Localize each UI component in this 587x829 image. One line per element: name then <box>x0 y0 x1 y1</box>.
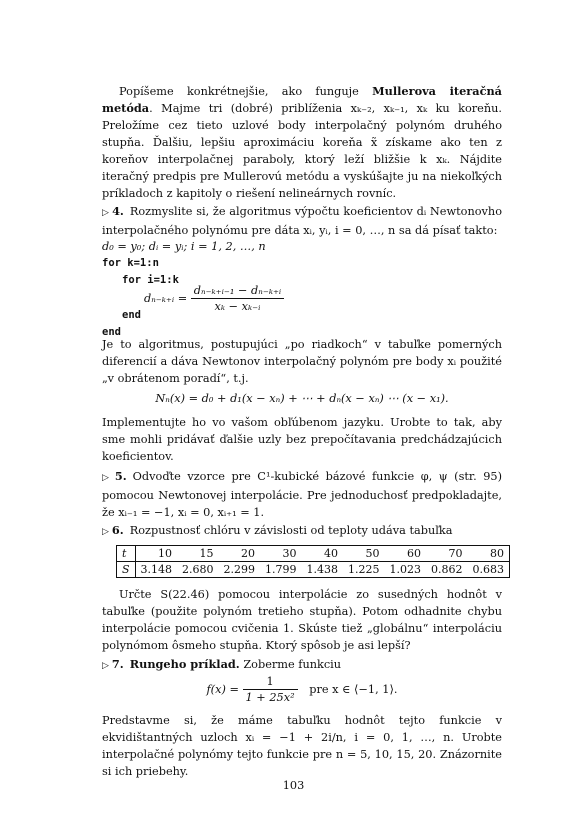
table-cell: 0.683 <box>468 562 510 578</box>
intro-lead: Popíšeme konkrétnejšie, ako funguje <box>119 85 373 98</box>
exercise-5-statement <box>102 468 502 521</box>
table-cell: 80 <box>468 546 510 562</box>
intro-rest: . Majme tri (dobré) priblíženia xₖ₋₂, xₖ₋₁, xₖ ku koreňu. Preložíme cez tieto uzlové body interpolačný polynóm druhého stupňa. Ďalšiu, lepšiu aproximáciu koreňa x̃ získame ako ten z koreňov interpolačnej paraboly, ktorý leží bližšie k xₖ. Nájdite iteračný predpis pre Mullerovú metódu a vyskúšajte ju na niekoľkých príkladoch z kapitoly o riešení nelineárnych rovníc. <box>102 102 502 200</box>
exercise-7-text: Zoberme funkciu <box>243 658 342 671</box>
function-lhs: f(x) = <box>206 683 239 696</box>
table-label-t: t <box>117 546 136 562</box>
table-cell: 1.023 <box>385 562 427 578</box>
function-fraction <box>243 674 298 705</box>
intro-method-name: Mullerova iteračná metóda <box>102 84 502 115</box>
table-row-temperature <box>117 546 510 562</box>
code-for-i: for i=1:k <box>122 274 179 286</box>
exercise-6-statement <box>102 522 502 541</box>
table-cell: 20 <box>219 546 261 562</box>
exercise-4-statement <box>102 203 502 239</box>
code-end-inner: end <box>122 309 141 321</box>
chlorine-table-wrap <box>116 545 505 578</box>
function-domain: pre x ∈ ⟨−1, 1⟩. <box>309 683 398 696</box>
page-number: 103 <box>282 779 305 792</box>
exercise-4-text: Rozmyslite si, že algoritmus výpočtu koeficientov dᵢ Newtonovho interpolačného polynómu pre dáta xᵢ, yᵢ, i = 0, …, n sa dá písať takto: <box>102 205 502 237</box>
runge-function <box>102 674 502 710</box>
exercise-4-implementation: Implementujte ho vo vašom obľúbenom jazyku. Urobte to tak, aby sme mohli pridávať ďalšie uzly bez prepočítavania predchádzajúcich koeficientov. <box>102 416 502 463</box>
table-cell: 60 <box>385 546 427 562</box>
exercise-7-title: Rungeho príklad. <box>129 657 240 671</box>
code-end-outer: end <box>102 326 121 338</box>
algorithm-code <box>102 238 502 341</box>
table-cell: 1.225 <box>343 562 385 578</box>
exercise-6-instructions: Určte S(22.46) pomocou interpolácie zo susedných hodnôt v tabuľke (použite polynóm tretieho stupňa). Potom odhadnite chybu interpolácie pomocou cvičenia 1. Skúste tiež „globálnu“ interpoláciu polynómom ôsmeho stupňa. Ktorý spôsob je asi lepší? <box>102 588 502 652</box>
assignment-lhs: dₙ₋ₖ₊ᵢ = <box>144 292 188 305</box>
exercise-4-explanation: Je to algoritmus, postupujúci „po riadkoch“ v tabuľke pomerných diferencií a dáva Newtonov interpolačný polynóm pre body xᵢ použité „v obrátenom poradí“, t.j. <box>102 338 502 385</box>
code-init-line: d₀ = y₀; dᵢ = yᵢ; i = 1, 2, …, n <box>102 240 266 253</box>
table-cell: 30 <box>260 546 302 562</box>
chlorine-solubility-table <box>116 545 510 578</box>
table-cell: 1.438 <box>302 562 344 578</box>
triangle-marker-icon: ▷ <box>102 527 109 537</box>
exercise-7-statement <box>102 656 502 675</box>
table-cell: 3.148 <box>135 562 177 578</box>
exercise-5-number: 5. <box>114 469 127 483</box>
exercise-6-text: Rozpustnosť chlóru v závislosti od teploty udáva tabuľka <box>129 524 453 537</box>
table-label-s: S <box>117 562 136 578</box>
newton-formula: Nₙ(x) = d₀ + d₁(x − xₙ) + ⋯ + dₙ(x − xₙ) ⋯ (x − x₁). <box>155 392 449 405</box>
exercise-7-number: 7. <box>111 657 124 671</box>
assignment-fraction <box>191 283 284 314</box>
code-for-k: for k=1:n <box>102 257 159 269</box>
function-denominator: 1 + 25x² <box>243 689 298 705</box>
table-cell: 10 <box>135 546 177 562</box>
table-cell: 1.799 <box>260 562 302 578</box>
table-cell: 2.299 <box>219 562 261 578</box>
table-cell: 50 <box>343 546 385 562</box>
exercise-7-instructions: Predstavme si, že máme tabuľku hodnôt tejto funkcie v ekvidištantných uzloch xᵢ = −1 + 2i/n, i = 0, 1, …, n. Urobte interpolačné polynómy tejto funkcie pre n = 5, 10, 15, 20. Znázornite si ich priebehy. <box>102 714 502 778</box>
exercise-5-text: Odvoďte vzorce pre C¹-kubické bázové funkcie φ, ψ (str. 95) pomocou Newtonovej interpolácie. Pre jednoduchosť predpokladajte, že xᵢ₋₁ = −1, xᵢ = 0, xᵢ₊₁ = 1. <box>102 470 502 519</box>
triangle-marker-icon: ▷ <box>102 661 109 671</box>
table-cell: 2.680 <box>177 562 219 578</box>
triangle-marker-icon: ▷ <box>102 208 110 218</box>
intro-paragraph <box>102 83 502 202</box>
table-cell: 70 <box>426 546 468 562</box>
table-cell: 40 <box>302 546 344 562</box>
function-numerator: 1 <box>266 675 274 688</box>
table-row-solubility <box>117 562 510 578</box>
exercise-4-number: 4. <box>112 204 124 218</box>
table-cell: 15 <box>177 546 219 562</box>
fraction-denominator: xₖ − xₖ₋ᵢ <box>191 298 284 314</box>
table-cell: 0.862 <box>426 562 468 578</box>
triangle-marker-icon: ▷ <box>102 473 112 483</box>
exercise-6-number: 6. <box>111 523 124 537</box>
fraction-numerator: dₙ₋ₖ₊ᵢ₋₁ − dₙ₋ₖ₊ᵢ <box>193 284 282 297</box>
